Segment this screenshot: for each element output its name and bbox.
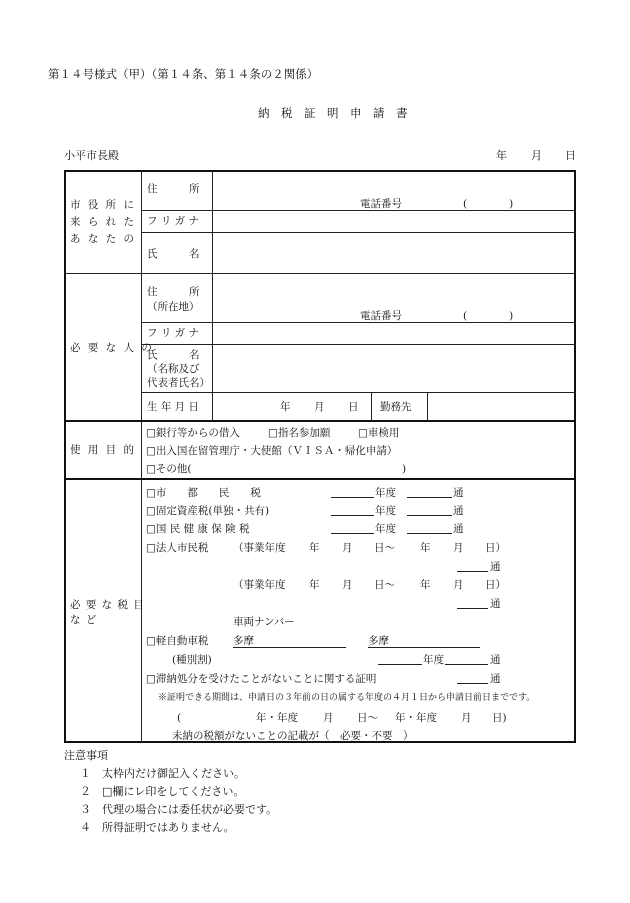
applicant-address-label: 住 所 <box>147 183 200 195</box>
corporate-copies-field[interactable] <box>457 561 488 572</box>
subject-address-label: 住 所 <box>147 286 200 298</box>
period-month-label: 月 <box>453 542 464 554</box>
range-year-fy: 年・年度 <box>395 712 437 724</box>
page-title: 納 税 証 明 申 請 書 <box>258 106 408 120</box>
tama-plate-1: 多摩 <box>233 635 254 647</box>
date-year-label: 年 <box>496 149 507 162</box>
subject-name-sub1: （名称及び <box>147 363 200 375</box>
row-divider <box>142 322 575 323</box>
copies-label: 通 <box>490 654 501 666</box>
purpose-label: 使 用 目 的 <box>70 444 137 456</box>
subject-name-label: 氏 名 <box>147 349 200 361</box>
fiscal-year-label: 年度 <box>375 487 396 499</box>
applicant-name-label: 氏 名 <box>147 248 200 260</box>
copies-label: 通 <box>490 673 501 685</box>
tax-section-label2: な ど <box>70 614 98 626</box>
birth-month-label: 月 <box>314 401 325 413</box>
period-year-label: 年 <box>420 542 431 554</box>
period-month-label: 月 <box>342 542 353 554</box>
subject-address-sub: （所在地） <box>147 301 200 313</box>
purpose-vehicle-option[interactable]: □車検用 <box>358 427 400 439</box>
field-label-divider <box>212 171 213 421</box>
subject-phone-parens[interactable]: ( ) <box>463 310 514 322</box>
city-tax-option[interactable]: □市 都 民 税 <box>146 487 261 499</box>
subject-name-sub2: 代表者氏名） <box>147 377 210 389</box>
plate-field-2[interactable] <box>368 637 480 648</box>
period-day-close: 日） <box>485 542 506 554</box>
work-place-label: 勤務先 <box>380 401 412 413</box>
section-divider <box>65 420 575 422</box>
period-year-label: 年 <box>309 542 320 554</box>
delinquency-copies-field[interactable] <box>457 673 488 684</box>
period-year-label: 年 <box>309 579 320 591</box>
range-open: ( <box>177 712 182 724</box>
fiscal-year-label: 年度 <box>375 523 396 535</box>
notes-heading: 注意事項 <box>64 749 108 762</box>
work-divider <box>371 393 372 420</box>
copies-label: 通 <box>490 561 501 573</box>
light-vehicle-year-field[interactable] <box>378 654 422 665</box>
city-tax-year-field[interactable] <box>331 487 374 498</box>
fiscal-year-label: 年度 <box>375 505 396 517</box>
range-month: 月 <box>323 712 334 724</box>
column-divider <box>141 171 142 742</box>
range-day-tilde: 日～ <box>357 712 378 724</box>
section-divider <box>65 273 575 274</box>
row-divider <box>142 232 575 233</box>
note-item: １ 太枠内だけ御記入ください。 <box>80 767 245 780</box>
tama-plate-2: 多摩 <box>368 635 389 647</box>
note-item: ２ □欄にレ印をしてください。 <box>80 785 245 798</box>
work-divider <box>427 393 428 420</box>
fixed-asset-copies-field[interactable] <box>407 505 452 516</box>
subject-label: 必 要 な 人 の <box>70 342 154 354</box>
birth-date-label: 生 年 月 日 <box>147 401 200 413</box>
form-number: 第１４号様式（甲）（第１４条、第１４条の２関係） <box>48 67 319 81</box>
purpose-loan-option[interactable]: □銀行等からの借入 <box>146 427 240 439</box>
corporate-tax-option[interactable]: □法人市民税 <box>146 542 209 554</box>
applicant-phone-parens[interactable]: ( ) <box>463 198 514 210</box>
business-period-open: （事業年度 <box>233 579 286 591</box>
date-day-label: 日 <box>565 149 576 162</box>
row-divider <box>142 344 575 345</box>
copies-label: 通 <box>490 598 501 610</box>
copies-label: 通 <box>453 523 464 535</box>
period-month-label: 月 <box>453 579 464 591</box>
row-divider <box>142 210 575 211</box>
applicant-label-line2: 来 ら れ た <box>70 216 137 228</box>
corporate-copies-field-2[interactable] <box>457 598 488 609</box>
tax-section-label1: 必 要 な 税 目 <box>70 599 145 611</box>
health-insurance-year-field[interactable] <box>331 523 374 534</box>
business-period-open: （事業年度 <box>233 542 286 554</box>
light-vehicle-tax-option[interactable]: □軽自動車税 <box>146 635 209 647</box>
range-day-close: 日) <box>492 712 507 724</box>
note-item: ３ 代理の場合には委任状が必要です。 <box>80 803 278 816</box>
addressee: 小平市長殿 <box>64 149 119 162</box>
date-month-label: 月 <box>531 149 542 162</box>
subject-furigana-label: フ リ ガ ナ <box>147 327 200 339</box>
purpose-bid-option[interactable]: □指名参加願 <box>268 427 331 439</box>
applicant-label-line1: 市 役 所 に <box>70 199 137 211</box>
fiscal-year-label: 年度 <box>423 654 444 666</box>
fixed-asset-tax-option[interactable]: □固定資産税(単独・共有) <box>146 505 270 517</box>
range-year-fy: 年・年度 <box>256 712 298 724</box>
city-tax-copies-field[interactable] <box>407 487 452 498</box>
birth-day-label: 日 <box>348 401 359 413</box>
period-note: ※証明できる期間は、申請日の３年前の日の属する年度の４月１日から申請日前日までです。 <box>158 693 536 703</box>
birth-year-label: 年 <box>280 401 291 413</box>
subject-phone-label: 電話番号 <box>360 310 402 322</box>
light-vehicle-copies-field[interactable] <box>445 654 488 665</box>
row-divider <box>142 392 575 393</box>
vehicle-number-label: 車両ナンバー <box>233 616 295 628</box>
purpose-immigration-option[interactable]: □出入国在留管理庁・大使館（ＶＩＳＡ・帰化申請） <box>146 445 398 457</box>
copies-label: 通 <box>453 487 464 499</box>
purpose-other-option[interactable]: □その他( <box>146 463 192 475</box>
type-note: (種別割) <box>172 654 212 666</box>
period-month-label: 月 <box>342 579 353 591</box>
purpose-other-close: ) <box>402 463 407 475</box>
applicant-furigana-label: フ リ ガ ナ <box>147 215 200 227</box>
delinquency-certificate-option[interactable]: □滞納処分を受けたことがないことに関する証明 <box>146 673 377 685</box>
health-insurance-tax-option[interactable]: □国 民 健 康 保 険 税 <box>146 523 250 535</box>
period-day-tilde: 日～ <box>374 579 395 591</box>
plate-field-1[interactable] <box>233 637 346 648</box>
unpaid-note[interactable]: 未納の税額がないことの記載が（ 必要・不要 ） <box>172 730 414 742</box>
fixed-asset-year-field[interactable] <box>331 505 374 516</box>
period-year-label: 年 <box>420 579 431 591</box>
applicant-label-line3: あ な た の <box>70 233 137 245</box>
note-item: ４ 所得証明ではありません。 <box>80 821 235 834</box>
section-divider <box>65 478 575 480</box>
applicant-phone-label: 電話番号 <box>360 198 402 210</box>
period-day-tilde: 日～ <box>374 542 395 554</box>
range-month: 月 <box>461 712 472 724</box>
copies-label: 通 <box>453 505 464 517</box>
health-insurance-copies-field[interactable] <box>407 523 452 534</box>
period-day-close: 日） <box>485 579 506 591</box>
